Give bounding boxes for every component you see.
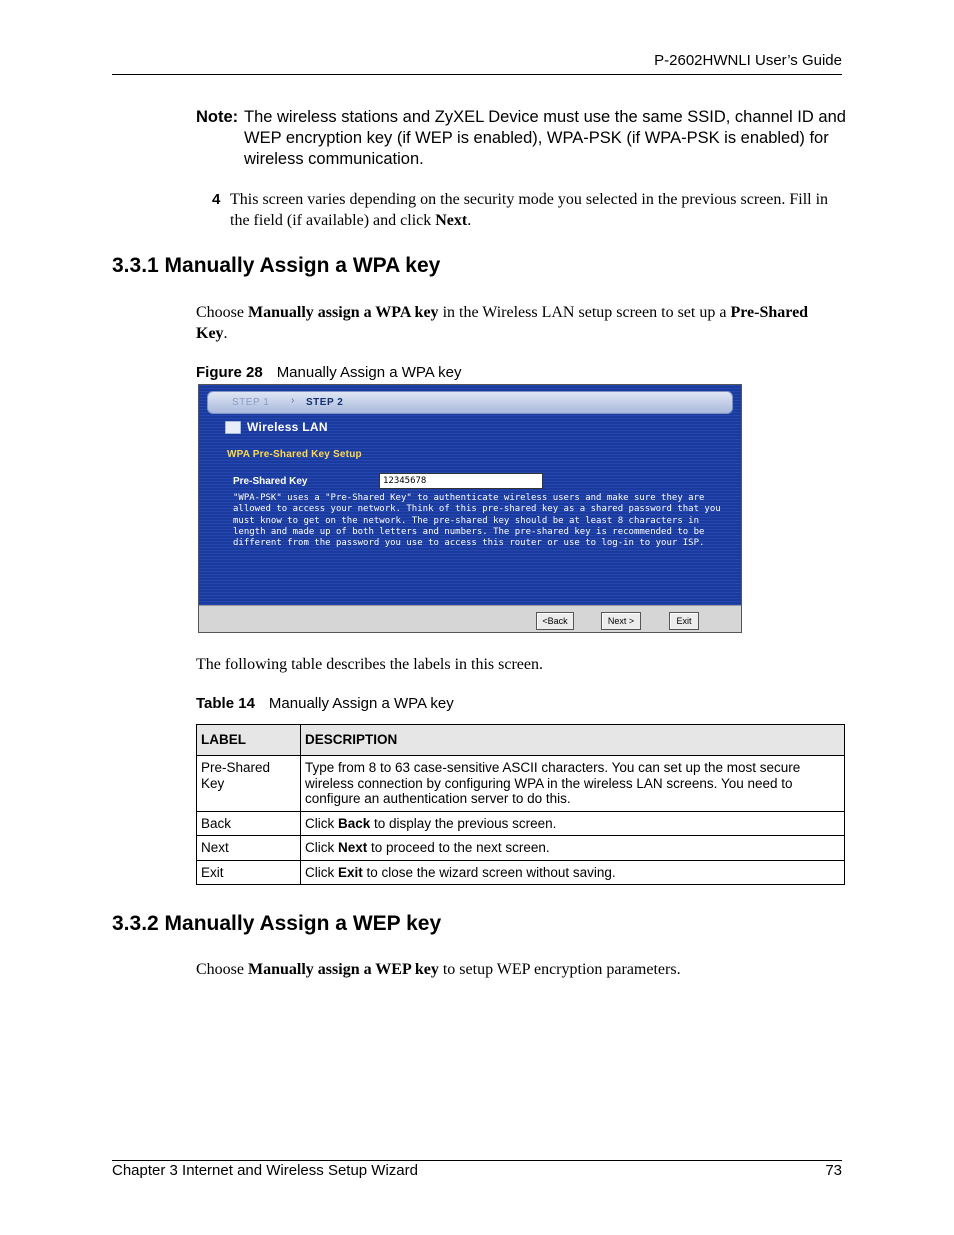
desc-pre: Type from 8 to 63 case-sensitive ASCII characters. You can set up the most secure wireless connection by configuring WPA in the wireless LAN screens. You need to configure an authentication server to do this. xyxy=(305,760,801,806)
desc-post: to close the wizard screen without saving. xyxy=(362,864,616,880)
section-heading-331: 3.3.1 Manually Assign a WPA key xyxy=(112,254,441,277)
pre-shared-key-description: "WPA-PSK" uses a "Pre-Shared Key" to authenticate wireless users and make sure they are allowed to access your network. Think of this pre-shared key as a shared password that you must know to get on the network. The pre-shared key should be at least 8 characters in length and made up of both letters and numbers. The pre-shared key is recommended to be different from the password you use to access this router or use to log-in to your ISP. xyxy=(233,493,721,549)
step1-tab[interactable]: STEP 1 xyxy=(232,397,270,408)
footer-rule xyxy=(112,1160,842,1161)
desc-post: to display the previous screen. xyxy=(370,815,557,831)
running-header: P-2602HWNLI User’s Guide xyxy=(654,52,842,69)
step-4 xyxy=(212,189,842,231)
desc-bold: Back xyxy=(338,815,371,831)
table-row xyxy=(197,836,845,861)
pre-shared-key-input[interactable] xyxy=(379,473,543,489)
next-button[interactable]: Next > xyxy=(601,612,641,630)
para-mid: in the Wireless LAN setup screen to set up a xyxy=(438,304,731,321)
figure-caption xyxy=(196,364,462,381)
table-label: Table 14 xyxy=(196,695,255,712)
desc-post: to proceed to the next screen. xyxy=(367,840,550,855)
para-bold-1: Manually assign a WPA key xyxy=(248,304,439,321)
table-row xyxy=(197,756,845,812)
page-number: 73 xyxy=(825,1162,842,1179)
screen-title: Wireless LAN xyxy=(247,420,328,434)
figure-title: Manually Assign a WPA key xyxy=(276,364,462,381)
row-description xyxy=(301,860,845,885)
table-title: Manually Assign a WPA key xyxy=(268,695,454,712)
row-label: Exit xyxy=(197,860,301,885)
row-label: Next xyxy=(197,836,301,861)
step2-tab[interactable]: STEP 2 xyxy=(306,397,344,408)
section-332-paragraph xyxy=(196,959,836,980)
step-text-bold: Next xyxy=(435,212,468,229)
column-header-description: DESCRIPTION xyxy=(301,725,845,756)
section-heading-332: 3.3.2 Manually Assign a WEP key xyxy=(112,912,442,935)
table-intro: The following table describes the labels in this screen. xyxy=(196,656,544,673)
row-description xyxy=(301,811,845,836)
button-bar xyxy=(199,605,741,633)
note-text: The wireless stations and ZyXEL Device must use the same SSID, channel ID and WEP encryption key (if WEP is enabled), WPA-PSK (if WPA-PSK is enabled) for wireless communication. xyxy=(244,108,846,168)
row-description xyxy=(301,836,845,861)
note-block xyxy=(196,107,846,170)
step-arrow-icon: › xyxy=(291,395,295,406)
back-button[interactable]: <Back xyxy=(536,612,574,630)
row-label: Back xyxy=(197,811,301,836)
step-text xyxy=(230,189,842,231)
description-table xyxy=(196,724,845,885)
figure-label: Figure 28 xyxy=(196,364,263,381)
table-row xyxy=(197,860,845,885)
section-331-paragraph xyxy=(196,302,816,344)
folder-icon xyxy=(225,421,241,434)
para-bold-2: Pre-Shared Key xyxy=(196,304,809,342)
exit-button[interactable]: Exit xyxy=(669,612,699,630)
desc-bold: Exit xyxy=(338,864,363,880)
row-description xyxy=(301,756,845,812)
para-post: to setup WEP encryption parameters. xyxy=(438,961,681,978)
desc-pre: Click xyxy=(305,840,338,855)
step-text-post: . xyxy=(467,212,472,229)
para-post: . xyxy=(223,325,228,342)
step-number: 4 xyxy=(212,191,221,208)
step-text-pre: This screen varies depending on the security mode you selected in the previous screen. Fill in the field (if available) and click xyxy=(230,191,829,229)
para-pre: Choose xyxy=(196,961,248,978)
screen-section-title: WPA Pre-Shared Key Setup xyxy=(227,449,362,460)
desc-bold: Next xyxy=(338,840,368,855)
table-header-row xyxy=(197,725,845,756)
wizard-screenshot xyxy=(198,384,742,633)
table-row xyxy=(197,811,845,836)
table-caption xyxy=(196,695,454,712)
footer-chapter: Chapter 3 Internet and Wireless Setup Wizard xyxy=(112,1162,418,1179)
header-rule xyxy=(112,74,842,75)
step-bar xyxy=(207,391,733,414)
row-label: Pre-Shared Key xyxy=(197,756,301,812)
column-header-label: LABEL xyxy=(197,725,301,756)
desc-pre: Click xyxy=(305,864,338,880)
para-pre: Choose xyxy=(196,304,248,321)
para-bold: Manually assign a WEP key xyxy=(248,961,439,978)
note-label: Note: xyxy=(196,108,239,126)
desc-pre: Click xyxy=(305,815,338,831)
pre-shared-key-label: Pre-Shared Key xyxy=(233,476,308,487)
